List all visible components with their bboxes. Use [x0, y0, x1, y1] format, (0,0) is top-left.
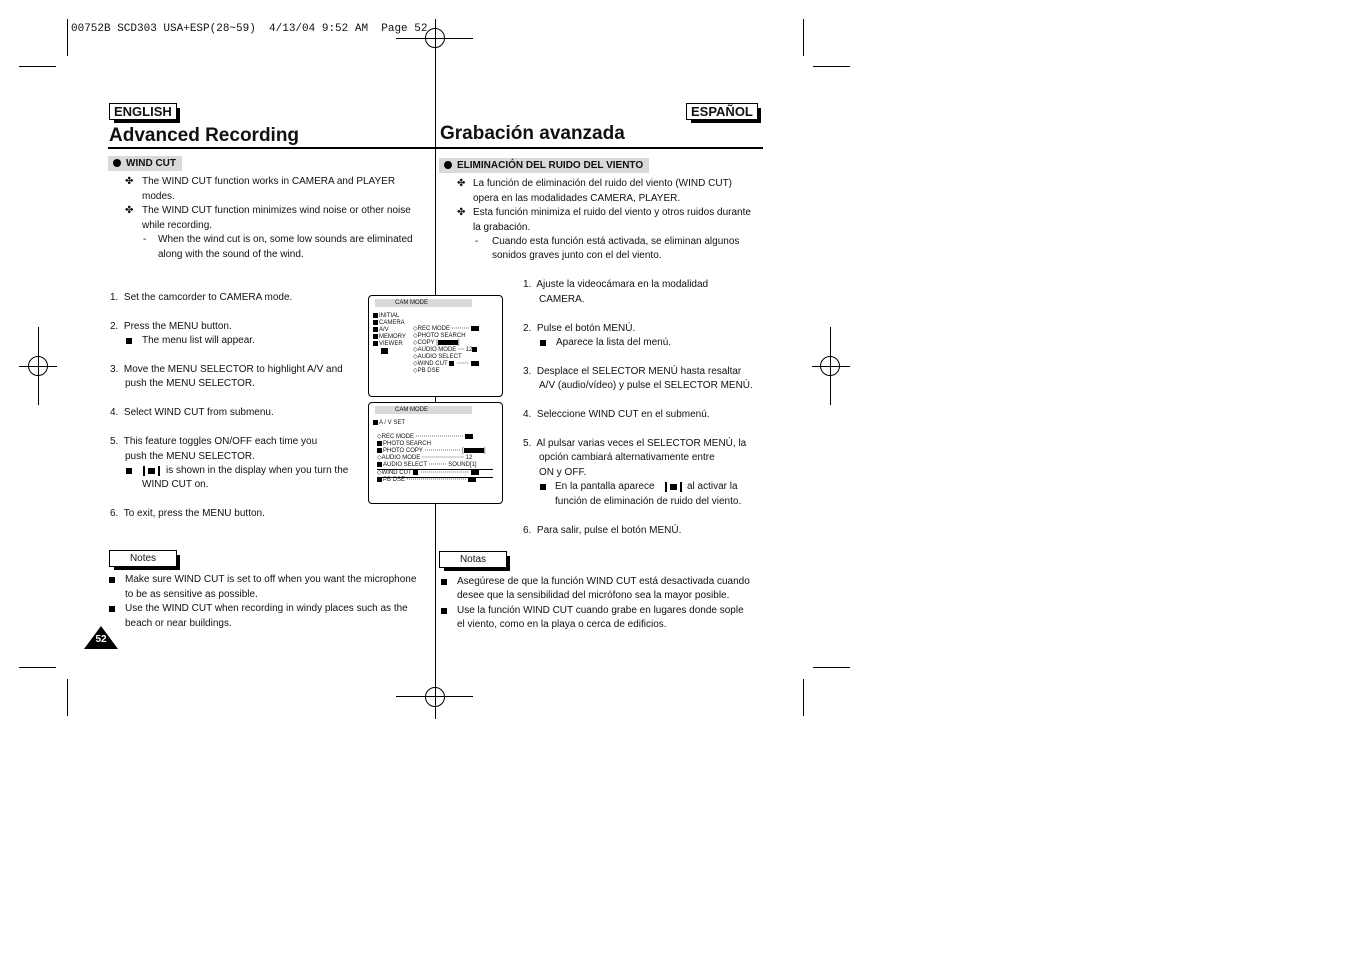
spanish-label: ESPAÑOL	[686, 103, 758, 120]
intro-text: la grabación.	[473, 222, 531, 233]
step-text: push the MENU SELECTOR.	[125, 451, 255, 462]
intro-text: The WIND CUT function works in CAMERA and PLAYER	[142, 176, 396, 187]
intro-text: When the wind cut is on, some low sounds are eliminated	[158, 234, 413, 245]
note-text: Make sure WIND CUT is set to off when you want the microphone	[125, 574, 417, 585]
intro-text: along with the sound of the wind.	[158, 249, 304, 260]
submenu-label: PB DSE	[383, 477, 406, 484]
crop-mark	[803, 679, 804, 716]
wind-cut-icon	[143, 466, 160, 476]
english-title-rule	[108, 147, 435, 149]
menu-item-label: A/V	[379, 327, 389, 334]
step-text: CAMERA.	[539, 294, 585, 305]
english-label: ENGLISH	[109, 103, 177, 120]
intro-text: opera en las modalidades CAMERA, PLAYER.	[473, 193, 681, 204]
audio-icon	[377, 462, 382, 467]
menu-item-icon	[373, 334, 378, 339]
crop-mark	[19, 66, 56, 67]
submenu-title	[373, 420, 405, 427]
intro-text: sonidos graves junto con el del viento.	[492, 250, 662, 261]
submenu-item: ◇AUDIO SELECT	[413, 354, 462, 360]
english-title: Advanced Recording	[109, 125, 300, 146]
step-text: opción cambiará alternativamente entre	[539, 452, 715, 463]
submenu-item: ◇REC MODE ⋯⋯⋯⋯⋯⋯⋯⋯	[377, 434, 473, 441]
submenu-item-selected: ◇WIND CUT ⋯⋯⋯⋯⋯⋯⋯⋯	[377, 469, 493, 478]
print-slug: 00752B SCD303 USA+ESP(28~59) 4/13/04 9:52 AM Page 52	[71, 23, 428, 35]
step-text: 2. Press the MENU button.	[110, 321, 232, 332]
step-text: 3. Desplace el SELECTOR MENÚ hasta resaltar	[523, 366, 742, 377]
submenu-title-label: A / V SET	[379, 420, 406, 427]
step-text: is shown in the display when you turn the	[166, 465, 349, 476]
step-text: 6. Para salir, pulse el botón MENÚ.	[523, 525, 682, 536]
note-text: to be as sensitive as possible.	[125, 589, 258, 600]
audio-select-value: SOUND[1]	[448, 462, 477, 469]
intro-text: The WIND CUT function minimizes wind noise or other noise	[142, 205, 411, 216]
step-text: 2. Pulse el botón MENÚ.	[523, 323, 636, 334]
cross-bullet: ✤	[125, 205, 134, 216]
wind-cut-icon	[665, 482, 682, 492]
submenu-item: ◇COPY [ ]	[413, 340, 460, 347]
step-text: A/V (audio/vídeo) y pulse el SELECTOR MENÚ.	[539, 380, 753, 391]
wind-cut-icon	[413, 470, 418, 475]
menu-item-label: CAMERA	[379, 320, 405, 327]
square-bullet	[109, 577, 115, 583]
menu-item-label: MEMORY	[379, 334, 406, 341]
submenu-label: PHOTO COPY	[383, 448, 423, 455]
registration-mark	[28, 356, 48, 376]
photo-icon	[377, 441, 382, 446]
crop-mark	[67, 19, 68, 56]
square-bullet	[109, 606, 115, 612]
copy-bar-icon	[464, 448, 484, 453]
menu-item-label: VIEWER	[379, 341, 403, 348]
menu-mode-bar: CAM MODE	[375, 299, 472, 307]
menu-item-icon	[373, 313, 378, 318]
rec-mode-icon	[471, 326, 479, 331]
crop-mark	[19, 667, 56, 668]
notes-label: Notes	[109, 550, 177, 567]
cross-bullet: ✤	[457, 207, 466, 218]
submenu-label: PHOTO SEARCH	[417, 333, 466, 339]
wind-cut-icon	[449, 361, 454, 366]
step-text: 6. To exit, press the MENU button.	[110, 508, 265, 519]
note-text: el viento, como en la playa o cerca de edificios.	[457, 619, 667, 630]
square-bullet	[540, 484, 546, 490]
intro-text: La función de eliminación del ruido del viento (WIND CUT)	[473, 178, 733, 189]
intro-text: modes.	[142, 191, 175, 202]
square-bullet	[441, 579, 447, 585]
menu-screen-2	[368, 402, 503, 504]
menu-item-label: INITIAL	[379, 313, 400, 320]
audio-mode-value: 12	[465, 347, 473, 354]
menu-screen-1	[368, 295, 503, 397]
audio-bit-icon	[472, 347, 477, 352]
submenu-label: REC MODE	[417, 326, 450, 333]
spanish-section-heading: ELIMINACIÓN DEL RUIDO DEL VIENTO	[439, 158, 649, 173]
intro-text: while recording.	[142, 220, 213, 231]
registration-mark	[425, 28, 445, 48]
dash-bullet: -	[143, 234, 147, 245]
step-text: función de eliminación de ruido del viento.	[555, 496, 742, 507]
page-number: 52	[95, 634, 107, 645]
submenu-label: REC MODE	[381, 434, 414, 441]
step-text: ON y OFF.	[539, 467, 587, 478]
step-text: Aparece la lista del menú.	[556, 337, 672, 348]
step-text: 4. Select WIND CUT from submenu.	[110, 407, 274, 418]
toggle-icon	[471, 470, 479, 475]
intro-text: Cuando esta función está activada, se eliminan algunos	[492, 236, 740, 247]
menu-item-icon	[373, 320, 378, 325]
submenu-label: COPY	[417, 340, 435, 347]
submenu-item: PHOTO COPY ⋯⋯⋯⋯⋯⋯ [ ]	[377, 448, 485, 455]
audio-mode-value: 12	[465, 455, 473, 461]
step-text: al activar la	[687, 481, 738, 492]
submenu-item: PB DSE ⋯⋯⋯⋯⋯⋯⋯⋯⋯⋯	[377, 477, 476, 484]
rec-mode-icon	[465, 434, 473, 439]
step-text: 1. Ajuste la videocámara en la modalidad	[523, 279, 709, 290]
registration-mark	[425, 687, 445, 707]
menu-item-icon	[373, 341, 378, 346]
step-text: 5. This feature toggles ON/OFF each time you	[110, 436, 318, 447]
intro-text: Esta función minimiza el ruido del viento y otros ruidos durante	[473, 207, 751, 218]
submenu-label: AUDIO MODE	[381, 455, 421, 461]
crop-mark	[67, 679, 68, 716]
menu-item-icon	[373, 327, 378, 332]
submenu-item: ◇AUDIO MODE ⋯⋯⋯⋯⋯⋯⋯ 12	[377, 455, 473, 461]
copy-icon	[438, 340, 458, 345]
step-text: 4. Seleccione WIND CUT en el submenú.	[523, 409, 710, 420]
notes-label: Notas	[439, 551, 507, 568]
dash-bullet: -	[475, 236, 479, 247]
note-text: Asegúrese de que la función WIND CUT está desactivada cuando	[457, 576, 750, 587]
dse-icon	[377, 477, 382, 482]
registration-mark	[820, 356, 840, 376]
submenu-label: WIND CUT	[417, 361, 448, 368]
square-bullet	[126, 338, 132, 344]
submenu-label: AUDIO MODE	[417, 347, 457, 354]
submenu-item: ◇WIND CUT ⋯⋯	[413, 361, 479, 368]
submenu-item: ◇PB DSE	[413, 368, 440, 374]
note-text: Use la función WIND CUT cuando grabe en lugares donde sople	[457, 605, 744, 616]
cross-bullet: ✤	[457, 178, 466, 189]
square-bullet	[441, 608, 447, 614]
submenu-label: AUDIO SELECT	[417, 354, 462, 360]
submenu-label: WIND CUT	[381, 470, 412, 477]
square-bullet	[540, 340, 546, 346]
av-icon	[373, 420, 378, 425]
step-text: 3. Move the MENU SELECTOR to highlight A/V and	[110, 364, 343, 375]
note-text: desee que la sensibilidad del micrófono sea la mayor posible.	[457, 590, 730, 601]
submenu-label: PB DSE	[417, 368, 440, 374]
menu-cursor-icon	[381, 348, 388, 354]
square-bullet	[126, 468, 132, 474]
toggle-icon	[471, 361, 479, 366]
crop-mark	[813, 667, 850, 668]
spanish-title-rule	[436, 147, 763, 149]
note-text: beach or near buildings.	[125, 618, 232, 629]
cross-bullet: ✤	[125, 176, 134, 187]
english-section-heading: WIND CUT	[108, 156, 182, 171]
step-text: The menu list will appear.	[142, 335, 255, 346]
toggle-icon	[468, 477, 476, 482]
crop-mark	[803, 19, 804, 56]
submenu-item: ◇AUDIO MODE ⋯ 12	[413, 347, 478, 354]
spanish-title: Grabación avanzada	[440, 123, 625, 144]
step-text: push the MENU SELECTOR.	[125, 378, 255, 389]
submenu-label: PHOTO SEARCH	[383, 441, 431, 448]
crop-mark	[813, 66, 850, 67]
step-text: WIND CUT on.	[142, 479, 209, 490]
submenu-item: AUDIO SELECT ⋯⋯⋯ SOUND[1]	[377, 462, 477, 469]
step-text: 5. Al pulsar varias veces el SELECTOR MENÚ, la	[523, 438, 747, 449]
submenu-item: ◇REC MODE ⋯⋯⋯	[413, 326, 479, 333]
submenu-label: AUDIO SELECT	[383, 462, 427, 469]
step-text: 1. Set the camcorder to CAMERA mode.	[110, 292, 293, 303]
copy-icon	[377, 448, 382, 453]
submenu-item: ◇PHOTO SEARCH	[413, 333, 466, 339]
step-text: En la pantalla aparece	[555, 481, 655, 492]
menu-mode-bar: CAM MODE	[375, 406, 472, 414]
note-text: Use the WIND CUT when recording in windy places such as the	[125, 603, 408, 614]
